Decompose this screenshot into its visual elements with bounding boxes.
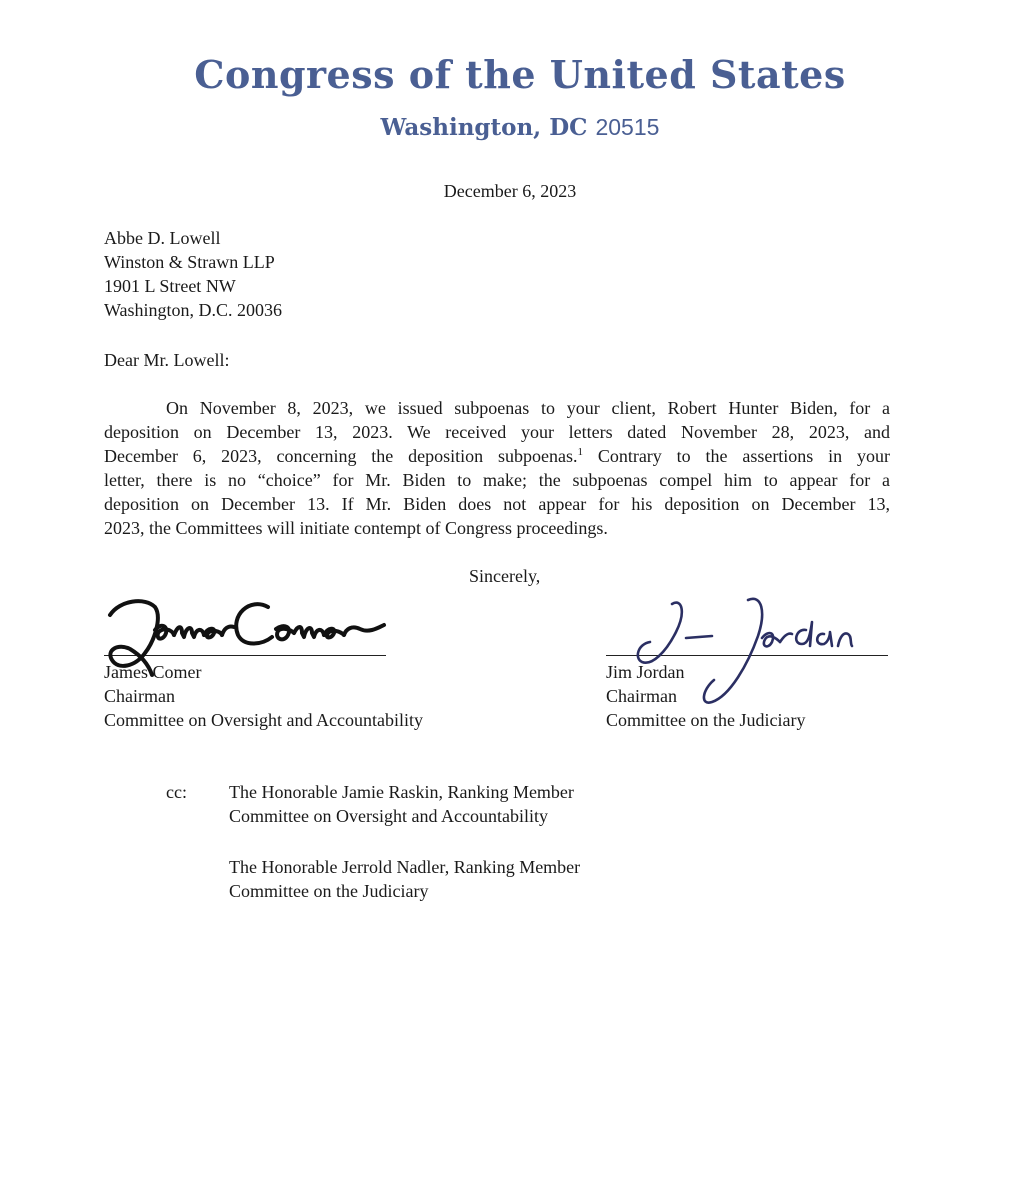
signatory-committee: Committee on the Judiciary [606, 710, 806, 730]
letter-date: December 6, 2023 [443, 181, 577, 201]
cc-entry-committee: Committee on Oversight and Accountability [229, 806, 548, 826]
body-line: deposition on December 13. If Mr. Biden does not appear for his deposition on December 13, [104, 494, 890, 514]
cc-entry-name: The Honorable Jamie Raskin, Ranking Member [229, 782, 574, 802]
signatory-name: Jim Jordan [606, 662, 685, 682]
body-paragraph [104, 396, 890, 540]
cc-entry-name: The Honorable Jerrold Nadler, Ranking Member [229, 857, 581, 877]
body-line: 2023, the Committees will initiate contempt of Congress proceedings. [104, 518, 608, 538]
recipient-name: Abbe D. Lowell [104, 228, 221, 248]
cc-entry [229, 855, 580, 903]
signatory-right [606, 660, 805, 732]
signatory-title: Chairman [104, 686, 175, 706]
cc-entry-committee: Committee on the Judiciary [229, 881, 429, 901]
recipient-firm: Winston & Strawn LLP [104, 252, 275, 272]
body-line: On November 8, 2023, we issued subpoenas to your client, Robert Hunter Biden, for a [166, 398, 890, 418]
letterhead-address [0, 114, 1020, 141]
letterhead-city: Washington, DC [380, 114, 588, 141]
salutation: Dear Mr. Lowell: [104, 350, 230, 370]
letterhead-title: Congress of the United States [194, 52, 846, 97]
footnote-marker: 1 [577, 446, 583, 458]
cc-label: cc: [166, 782, 187, 802]
body-line [104, 444, 890, 468]
cc-entry [229, 780, 574, 828]
recipient-address [104, 226, 282, 322]
letterhead-zip: 20515 [595, 114, 660, 140]
body-line-text: Contrary to the assertions in your [582, 446, 890, 466]
body-line: letter, there is no “choice” for Mr. Biden to make; the subpoenas compel him to appear for a [104, 470, 890, 490]
recipient-street: 1901 L Street NW [104, 276, 236, 296]
recipient-city: Washington, D.C. 20036 [104, 300, 283, 320]
closing: Sincerely, [469, 566, 541, 586]
body-line: deposition on December 13, 2023. We received your letters dated November 28, 2023, and [104, 422, 890, 442]
body-line-text: December 6, 2023, concerning the deposition subpoenas. [104, 446, 578, 466]
signatory-committee: Committee on Oversight and Accountability [104, 710, 423, 730]
signatory-name: James Comer [104, 662, 202, 682]
signatory-left [104, 660, 423, 732]
signatory-title: Chairman [606, 686, 677, 706]
